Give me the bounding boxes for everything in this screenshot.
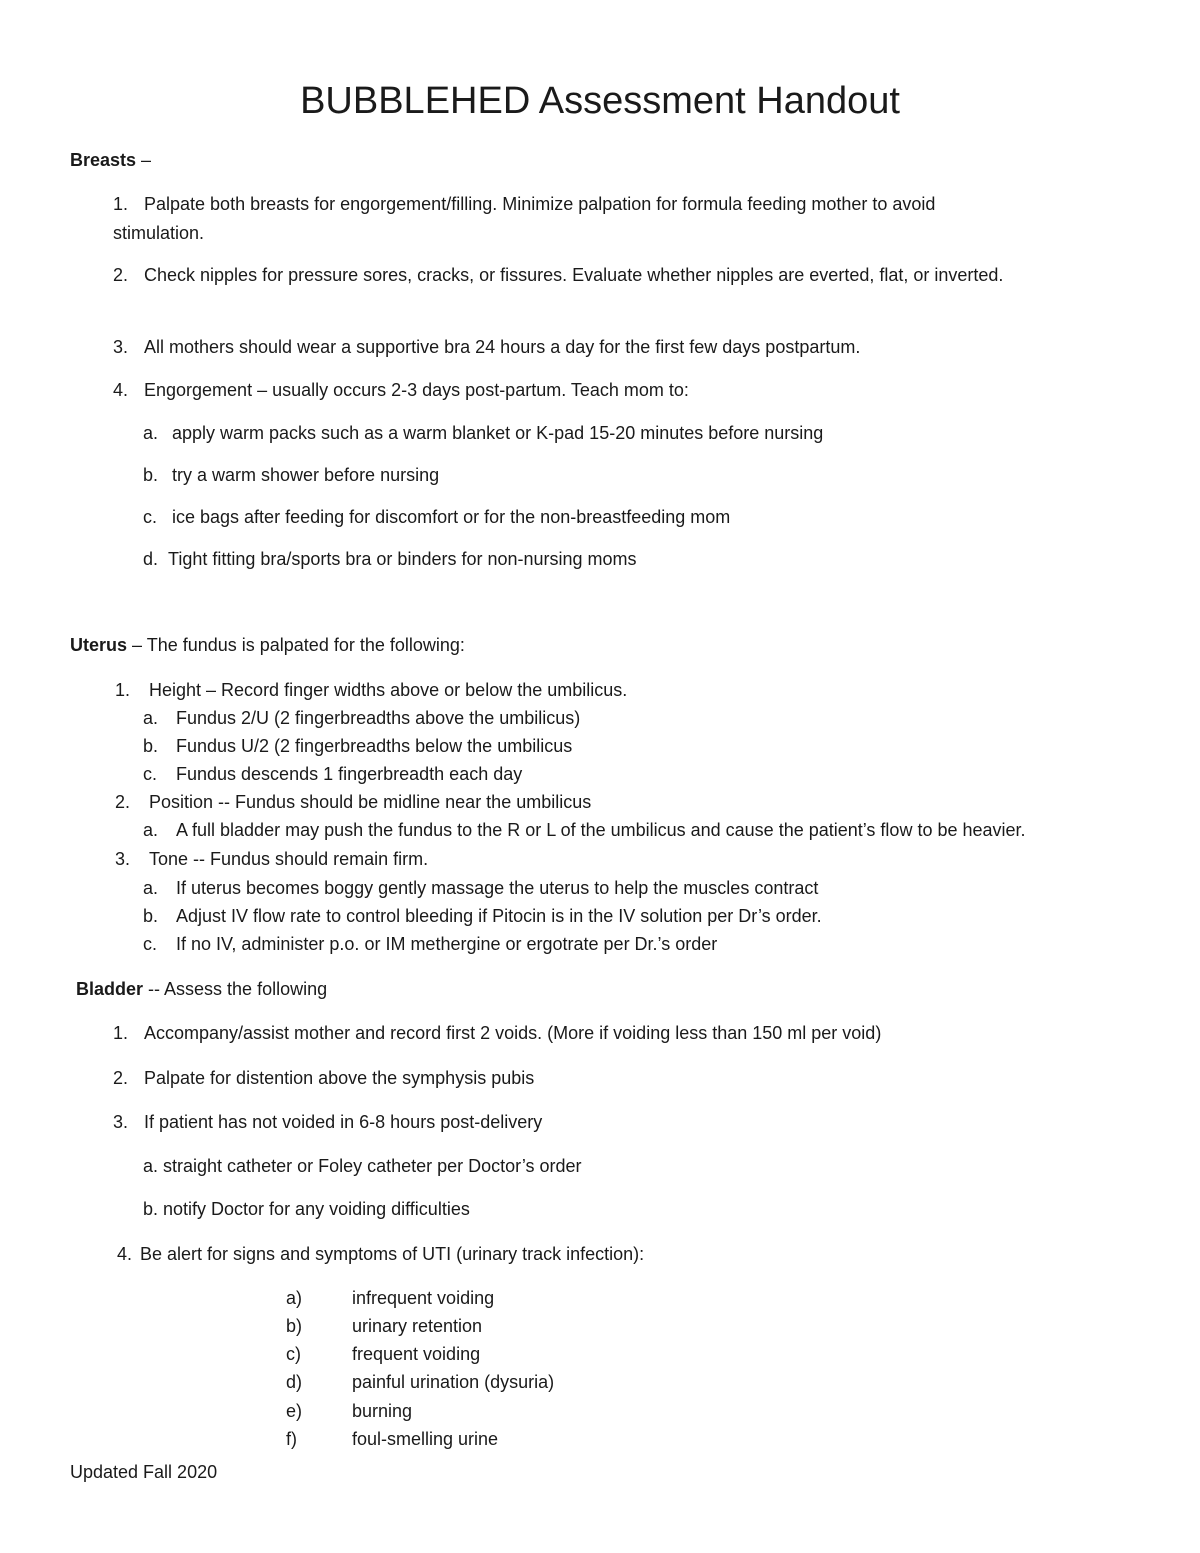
uti-sign-a-marker: a) — [286, 1288, 303, 1308]
document-footer: Updated Fall 2020 — [70, 1462, 218, 1482]
bladder-3-sub-b: b. notify Doctor for any voiding difficulties — [143, 1199, 470, 1219]
breasts-item-4-text: Engorgement – usually occurs 2-3 days post-partum. Teach mom to: — [144, 380, 689, 400]
breasts-item-1-marker: 1. — [113, 194, 129, 214]
uti-sign-c-text: frequent voiding — [352, 1344, 481, 1364]
bladder-3-sub-a: a. straight catheter or Foley catheter per Doctor’s order — [143, 1156, 582, 1176]
bladder-item-3-marker: 3. — [113, 1112, 129, 1132]
uti-sign-f-marker: f) — [286, 1429, 297, 1449]
uterus-2-sub-a-marker: a. — [143, 820, 159, 840]
breasts-item-2-marker: 2. — [113, 265, 129, 285]
uterus-item-3-text: Tone -- Fundus should remain firm. — [149, 849, 429, 869]
bladder-item-2-text: Palpate for distention above the symphysis pubis — [144, 1068, 535, 1088]
uterus-item-2-marker: 2. — [115, 792, 131, 812]
bladder-item-3-text: If patient has not voided in 6-8 hours post-delivery — [144, 1112, 543, 1132]
uterus-2-sub-a-text: A full bladder may push the fundus to the R or L of the umbilicus and cause the patient’s flow to be heavier. — [176, 820, 1026, 840]
breasts-heading-suffix: – — [136, 150, 152, 170]
uterus-item-3-marker: 3. — [115, 849, 131, 869]
uti-sign-d-marker: d) — [286, 1372, 303, 1392]
uterus-1-sub-a-marker: a. — [143, 708, 159, 728]
uti-sign-d-text: painful urination (dysuria) — [352, 1372, 555, 1392]
uterus-1-sub-b-text: Fundus U/2 (2 fingerbreadths below the umbilicus — [176, 736, 573, 756]
uti-sign-b-marker: b) — [286, 1316, 303, 1336]
breasts-item-1-text: Palpate both breasts for engorgement/filling. Minimize palpation for formula feeding mother to avoid — [144, 194, 936, 214]
bladder-item-2-marker: 2. — [113, 1068, 129, 1088]
uterus-item-1-text: Height – Record finger widths above or below the umbilicus. — [149, 680, 628, 700]
breasts-item-3-text: All mothers should wear a supportive bra 24 hours a day for the first few days postpartum. — [144, 337, 861, 357]
breasts-item-1-continuation: stimulation. — [113, 223, 205, 243]
uti-sign-c-marker: c) — [286, 1344, 301, 1364]
breasts-heading: Breasts — [70, 150, 137, 170]
bladder-item-1-text: Accompany/assist mother and record first 2 voids. (More if voiding less than 150 ml per void) — [144, 1023, 882, 1043]
uterus-3-sub-c-text: If no IV, administer p.o. or IM methergine or ergotrate per Dr.’s order — [176, 934, 718, 954]
uterus-3-sub-b-text: Adjust IV flow rate to control bleeding if Pitocin is in the IV solution per Dr’s order. — [176, 906, 822, 926]
bladder-heading: Bladder — [76, 979, 144, 999]
breasts-sub-c-marker: c. — [143, 507, 158, 527]
uterus-heading-suffix: – The fundus is palpated for the following: — [127, 635, 465, 655]
uterus-3-sub-b-marker: b. — [143, 906, 159, 926]
uterus-section-heading — [70, 636, 465, 654]
uterus-3-sub-a-marker: a. — [143, 878, 159, 898]
uterus-3-sub-c-marker: c. — [143, 934, 158, 954]
uterus-3-sub-a-text: If uterus becomes boggy gently massage the uterus to help the muscles contract — [176, 878, 819, 898]
bladder-item-4-text: Be alert for signs and symptoms of UTI (urinary track infection): — [140, 1244, 645, 1264]
uterus-item-2-text: Position -- Fundus should be midline near the umbilicus — [149, 792, 592, 812]
breasts-sub-b-marker: b. — [143, 465, 159, 485]
uterus-1-sub-c-marker: c. — [143, 764, 158, 784]
uti-sign-f-text: foul-smelling urine — [352, 1429, 499, 1449]
uterus-1-sub-a-text: Fundus 2/U (2 fingerbreadths above the umbilicus) — [176, 708, 581, 728]
bladder-heading-suffix: -- Assess the following — [143, 979, 328, 999]
breasts-sub-d-text: Tight fitting bra/sports bra or binders for non-nursing moms — [168, 549, 637, 569]
uterus-heading: Uterus — [70, 635, 128, 655]
breasts-sub-b-text: try a warm shower before nursing — [172, 465, 440, 485]
uterus-1-sub-b-marker: b. — [143, 736, 159, 756]
uterus-1-sub-c-text: Fundus descends 1 fingerbreadth each day — [176, 764, 523, 784]
breasts-item-3-marker: 3. — [113, 337, 129, 357]
breasts-item-4-marker: 4. — [113, 380, 129, 400]
bladder-item-4-marker: 4. — [117, 1244, 133, 1264]
breasts-sub-c-text: ice bags after feeding for discomfort or for the non-breastfeeding mom — [172, 507, 731, 527]
bladder-section-heading — [76, 980, 327, 998]
breasts-sub-d-marker: d. — [143, 549, 159, 569]
breasts-item-2-text: Check nipples for pressure sores, cracks, or fissures. Evaluate whether nipples are everted, flat, or inverted. — [144, 265, 1004, 285]
bladder-item-1-marker: 1. — [113, 1023, 129, 1043]
document-title: BUBBLEHED Assessment Handout — [300, 80, 900, 122]
breasts-sub-a-text: apply warm packs such as a warm blanket or K-pad 15-20 minutes before nursing — [172, 423, 824, 443]
uti-sign-e-text: burning — [352, 1401, 413, 1421]
breasts-section-heading — [70, 151, 151, 169]
uti-sign-a-text: infrequent voiding — [352, 1288, 495, 1308]
breasts-sub-a-marker: a. — [143, 423, 159, 443]
uti-sign-e-marker: e) — [286, 1401, 303, 1421]
uti-sign-b-text: urinary retention — [352, 1316, 483, 1336]
uterus-item-1-marker: 1. — [115, 680, 131, 700]
